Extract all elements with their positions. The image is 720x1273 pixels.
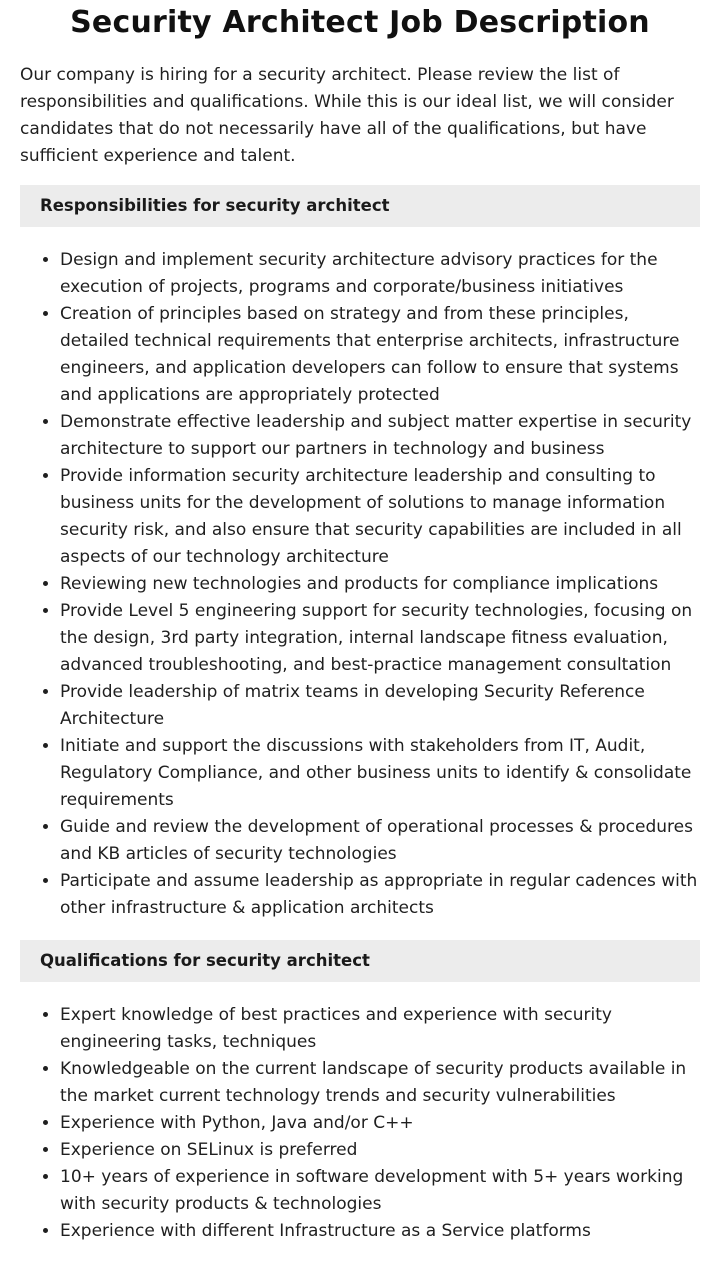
list-item: • Demonstrate effective leadership and subject matter expertise in security architecture to support our partners in technology and business (60, 409, 700, 463)
intro-paragraph: Our company is hiring for a security architect. Please review the list of responsibilities and qualifications. While this is our ideal list, we will consider candidates that do not necessarily have all of the qualifications, but have sufficient experience and talent. (20, 65, 674, 166)
list-item: • Guide and review the development of operational processes & procedures and KB articles of security technologies (60, 814, 700, 868)
list-item: • Experience with different Infrastructure as a Service platforms (60, 1218, 700, 1245)
list-item: • Provide Level 5 engineering support for security technologies, focusing on the design, 3rd party integration, internal landscape fitness evaluation, advanced troubleshooting, and best-practice management consultation (60, 598, 700, 679)
list-item: • Participate and assume leadership as appropriate in regular cadences with other infrastructure & application architects (60, 868, 700, 922)
list-item: • Design and implement security architecture advisory practices for the execution of projects, programs and corporate/business initiatives (60, 247, 700, 301)
list-item: • 10+ years of experience in software development with 5+ years working with security products & technologies (60, 1164, 700, 1218)
list-item: • Reviewing new technologies and products for compliance implications (60, 571, 700, 598)
page-title: Security Architect Job Description (70, 5, 650, 40)
list-item: • Experience with Python, Java and/or C++ (60, 1110, 700, 1137)
list-item: • Knowledgeable on the current landscape of security products available in the market current technology trends and security vulnerabilities (60, 1056, 700, 1110)
list-item: • Expert knowledge of best practices and experience with security engineering tasks, techniques (60, 1002, 700, 1056)
list-item: • Creation of principles based on strategy and from these principles, detailed technical requirements that enterprise architects, infrastructure engineers, and application developers can follow to ensure that systems and applications are appropriately protected (60, 301, 700, 409)
list-item: • Provide leadership of matrix teams in developing Security Reference Architecture (60, 679, 700, 733)
qualifications-list (20, 1002, 700, 1245)
responsibilities-heading: Responsibilities for security architect (20, 185, 700, 227)
qualifications-heading: Qualifications for security architect (20, 940, 700, 982)
list-item: • Initiate and support the discussions with stakeholders from IT, Audit, Regulatory Compliance, and other business units to identify & consolidate requirements (60, 733, 700, 814)
responsibilities-list (20, 247, 700, 922)
list-item: • Experience on SELinux is preferred (60, 1137, 700, 1164)
list-item: • Provide information security architecture leadership and consulting to business units for the development of solutions to manage information security risk, and also ensure that security capabilities are included in all aspects of our technology architecture (60, 463, 700, 571)
